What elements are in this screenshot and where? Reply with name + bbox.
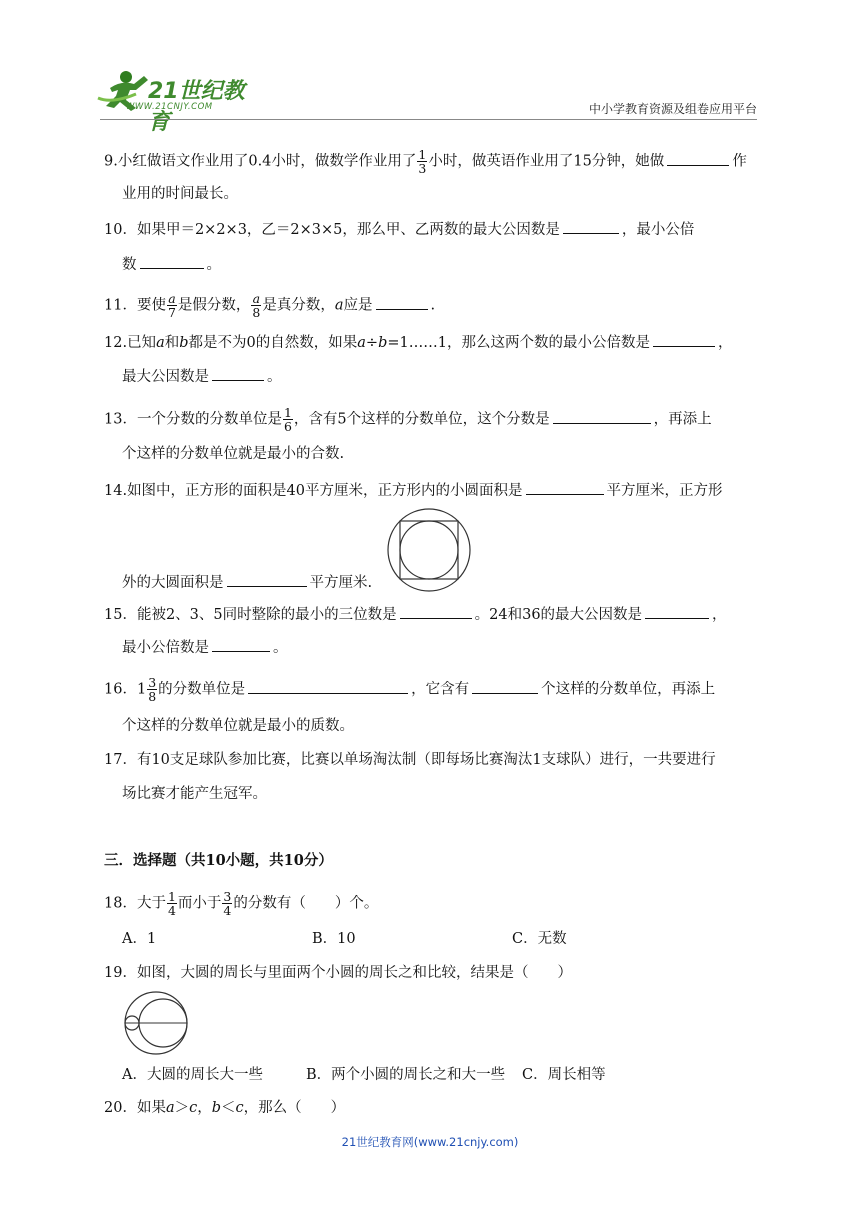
question-12-line2: 最大公因数是 。 bbox=[122, 366, 282, 387]
footer-site-link[interactable]: 21世纪教育网(www.21cnjy.com) bbox=[341, 1135, 519, 1149]
question-20: 20．如果a＞c，b＜c，那么（ ） bbox=[104, 1100, 346, 1116]
answer-blank[interactable] bbox=[212, 637, 270, 652]
answer-blank[interactable] bbox=[667, 151, 729, 166]
question-10-line2: 数 。 bbox=[122, 254, 221, 275]
question-14-line2: 外的大圆面积是 平方厘米. bbox=[122, 572, 372, 593]
question-9: 9.小红做语文作业用了0.4小时，做数学作业用了 $\frac{1}{3}$ 小时，做英语作业用了15分钟，她做 作 bbox=[104, 147, 747, 176]
fraction: $\frac{a}{7}$ bbox=[167, 291, 176, 320]
answer-blank[interactable] bbox=[553, 409, 651, 424]
section-title: 三．选择题（共10小题，共10分） bbox=[104, 852, 333, 869]
site-logo bbox=[96, 68, 266, 135]
answer-blank[interactable] bbox=[140, 254, 204, 269]
fraction: $\frac{1}{6}$ bbox=[283, 405, 292, 434]
logo-text: 21世纪教育 bbox=[148, 79, 245, 135]
answer-blank[interactable] bbox=[563, 219, 619, 234]
question-12: 12.已知a和b都是不为0的自然数，如果a÷b=1……1，那么这两个数的最小公倍数是 ， bbox=[104, 332, 732, 353]
question-9-line2: 业用的时间最长。 bbox=[122, 186, 238, 202]
fraction: $\frac{1}{3}$ bbox=[418, 147, 427, 176]
answer-blank[interactable] bbox=[526, 480, 604, 495]
question-18: 18．大于 $\frac{1}{4}$ 而小于 $\frac{3}{4}$ 的分数有（ ）个。 bbox=[104, 889, 379, 918]
question-13-line2: 个这样的分数单位就是最小的合数. bbox=[122, 446, 345, 462]
question-16-line2: 个这样的分数单位就是最小的质数。 bbox=[122, 718, 354, 734]
answer-blank[interactable] bbox=[212, 366, 264, 381]
answer-blank[interactable] bbox=[227, 572, 307, 587]
fraction: $\frac{3}{8}$ bbox=[148, 675, 157, 704]
question-14: 14.如图中，正方形的面积是40平方厘米，正方形内的小圆面积是 平方厘米，正方形 bbox=[104, 480, 723, 501]
answer-blank[interactable] bbox=[472, 679, 538, 694]
question-11: 11．要使 $\frac{a}{7}$ 是假分数， $\frac{a}{8}$ 是真分数，a应是 . bbox=[104, 291, 436, 320]
question-16: 16．1 $\frac{3}{8}$ 的分数单位是 ，它含有 个这样的分数单位，再添上 bbox=[104, 675, 716, 704]
answer-blank[interactable] bbox=[248, 679, 408, 694]
fraction: $\frac{3}{4}$ bbox=[223, 889, 232, 918]
option-c[interactable]: C．周长相等 bbox=[522, 1067, 606, 1083]
answer-blank[interactable] bbox=[653, 332, 715, 347]
answer-blank[interactable] bbox=[645, 604, 709, 619]
question-17: 17．有10支足球队参加比赛，比赛以单场淘汰制（即每场比赛淘汰1支球队）进行，一共要进行 bbox=[104, 752, 716, 768]
option-c[interactable]: C．无数 bbox=[512, 931, 567, 947]
answer-blank[interactable] bbox=[400, 604, 472, 619]
circles-figure bbox=[120, 990, 190, 1058]
option-b[interactable]: B．10 bbox=[312, 931, 356, 947]
header-title: 中小学教育资源及组卷应用平台 bbox=[588, 102, 757, 116]
question-17-line2: 场比赛才能产生冠军。 bbox=[122, 786, 267, 802]
fraction: $\frac{a}{8}$ bbox=[252, 291, 261, 320]
logo-subtext: WWW.21CNJY.COM bbox=[126, 102, 213, 112]
question-13: 13．一个分数的分数单位是 $\frac{1}{6}$ ，含有5个这样的分数单位，这个分数是 ，再添上 bbox=[104, 405, 712, 434]
option-a[interactable]: A．大圆的周长大一些 bbox=[122, 1067, 263, 1083]
question-15: 15．能被2、3、5同时整除的最小的三位数是 。24和36的最大公因数是 ， bbox=[104, 604, 727, 625]
fraction: $\frac{1}{4}$ bbox=[167, 889, 176, 918]
question-19: 19．如图，大圆的周长与里面两个小圆的周长之和比较，结果是（ ） bbox=[104, 965, 572, 981]
circle-square-figure bbox=[384, 505, 474, 595]
answer-blank[interactable] bbox=[376, 295, 428, 310]
option-b[interactable]: B．两个小圆的周长之和大一些 bbox=[306, 1067, 506, 1083]
question-10: 10．如果甲＝2×2×3，乙＝2×3×5，那么甲、乙两数的最大公因数是 ，最小公倍 bbox=[104, 219, 694, 240]
option-a[interactable]: A．1 bbox=[122, 931, 157, 947]
question-15-line2: 最小公倍数是 。 bbox=[122, 637, 288, 658]
header-divider bbox=[100, 119, 757, 120]
